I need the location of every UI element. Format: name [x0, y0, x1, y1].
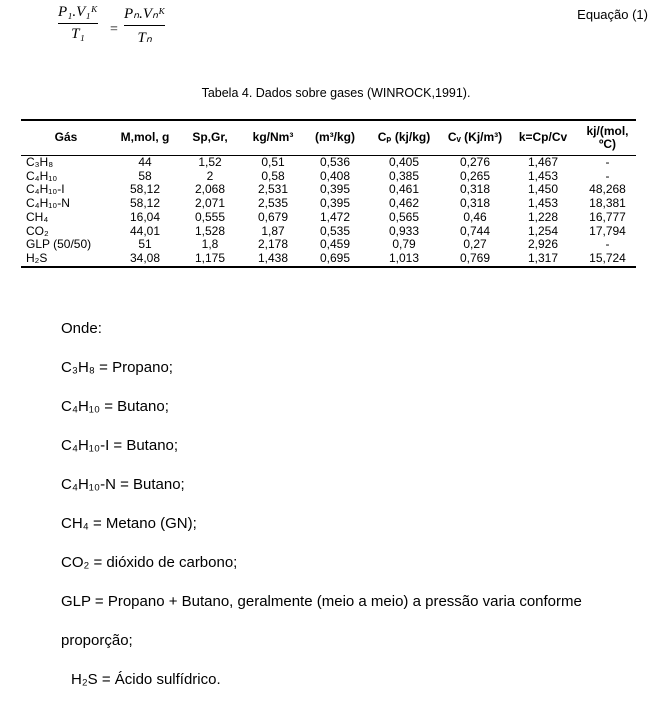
table-cell: 2,068: [194, 182, 226, 197]
table-cell: 2: [206, 168, 214, 183]
table-cell: 0,51: [261, 155, 285, 170]
table-cell: 44,01: [129, 223, 161, 238]
table-cell: 1,228: [527, 209, 559, 224]
table-row: [21, 183, 636, 197]
table-cell: CH₄: [26, 209, 49, 224]
table-cell: 1,453: [527, 168, 559, 183]
table-cell: 0,276: [459, 155, 491, 170]
table-cell: C₄H₁₀-N: [26, 196, 70, 211]
table-cell: 1,87: [261, 223, 285, 238]
table-cell: 0,27: [463, 237, 487, 252]
table-cell: 16,777: [589, 209, 626, 224]
table-cell: C₄H₁₀-I: [26, 182, 65, 197]
table-cell: 18,381: [589, 196, 626, 211]
table-body: [21, 156, 636, 267]
definition-item: H₂S = Ácido sulfídrico.: [71, 671, 221, 688]
table-header-row: [21, 120, 636, 156]
definition-item: C₄H₁₀-N = Butano;: [61, 476, 185, 493]
table-cell: C₃H₈: [26, 155, 54, 170]
right-fraction: [124, 4, 165, 47]
table-cell: 34,08: [111, 252, 179, 267]
table-cell: 1,453: [527, 196, 559, 211]
table-cell: 1,438: [241, 252, 305, 267]
table-cell: 1,254: [527, 223, 559, 238]
table-cell: 0,459: [319, 237, 351, 252]
table-cell: 1,175: [179, 252, 241, 267]
table-cell: 0,461: [388, 182, 420, 197]
table-row: [21, 252, 636, 267]
table-cell: 0,565: [388, 209, 420, 224]
table-cell: 0,536: [319, 155, 351, 170]
table-cell: 1,013: [365, 252, 443, 267]
definition-item: proporção;: [61, 632, 133, 649]
right-numerator: Pₙ.Vₙᴷ: [124, 6, 166, 22]
table-cell: GLP (50/50): [26, 237, 92, 252]
table-cell: 2,535: [257, 196, 289, 211]
left-denominator: T₁: [71, 26, 85, 42]
column-header: Cₚ (kj/kg): [365, 120, 443, 156]
table-row: [21, 211, 636, 225]
table-row: [21, 197, 636, 211]
table-row: [21, 224, 636, 238]
table-cell: 0,395: [319, 196, 351, 211]
table-cell: 0,318: [459, 196, 491, 211]
table-row: [21, 156, 636, 170]
table-cell: -: [605, 168, 610, 183]
table-cell: 0,58: [261, 168, 285, 183]
table-caption: Tabela 4. Dados sobre gases (WINROCK,1991).: [201, 86, 471, 100]
definition-item: C₄H₁₀ = Butano;: [61, 398, 169, 415]
table-cell: 1,52: [198, 155, 222, 170]
right-denominator: Tₙ: [137, 30, 152, 46]
table-cell: 0,555: [194, 209, 226, 224]
table-cell: 0,933: [388, 223, 420, 238]
column-header: kj/(mol, ºC): [579, 120, 636, 156]
definitions-title: Onde:: [61, 320, 102, 337]
table-cell: 0,408: [319, 168, 351, 183]
table-cell: 2,531: [257, 182, 289, 197]
table-cell: 1,8: [201, 237, 219, 252]
table-cell: 17,794: [589, 223, 626, 238]
table-cell: 1,317: [507, 252, 579, 267]
left-fraction: [58, 4, 98, 43]
table-cell: 0,405: [388, 155, 420, 170]
left-numerator: P₁.V₁ᴷ: [58, 4, 98, 20]
definition-item: CO₂ = dióxido de carbono;: [61, 554, 238, 571]
definition-item: C₄H₁₀-I = Butano;: [61, 437, 179, 454]
fraction-bar: [58, 23, 98, 24]
table-cell: H₂S: [21, 252, 111, 267]
table-cell: C₄H₁₀: [26, 168, 58, 183]
table-cell: 0,462: [388, 196, 420, 211]
column-header: kg/Nm³: [241, 120, 305, 156]
column-header: M,mol, g: [111, 120, 179, 156]
table-cell: 0,265: [459, 168, 491, 183]
column-header: Sp,Gr,: [179, 120, 241, 156]
table-cell: 2,178: [257, 237, 289, 252]
table-cell: 1,467: [527, 155, 559, 170]
table-cell: 16,04: [129, 209, 161, 224]
definition-item: CH₄ = Metano (GN);: [61, 515, 197, 532]
table-cell: 0,769: [443, 252, 507, 267]
equation-label: Equação (1): [577, 7, 648, 22]
table-cell: 0,395: [319, 182, 351, 197]
table-cell: -: [605, 155, 610, 170]
table-cell: 0,679: [257, 209, 289, 224]
table-cell: 0,695: [305, 252, 365, 267]
definition-item: C₃H₈ = Propano;: [61, 359, 173, 376]
table-row: [21, 238, 636, 252]
table-cell: 58: [138, 168, 152, 183]
column-header: Gás: [21, 120, 111, 156]
fraction-bar: [124, 25, 165, 26]
definition-item: GLP = Propano + Butano, geralmente (meio a meio) a pressão varia conforme: [61, 593, 582, 610]
table-cell: 0,385: [388, 168, 420, 183]
table-cell: 1,450: [527, 182, 559, 197]
table-cell: CO₂: [26, 223, 49, 238]
table-cell: 1,472: [319, 209, 351, 224]
equation-formula: [58, 4, 188, 60]
table-cell: 0,318: [459, 182, 491, 197]
table-cell: 15,724: [579, 252, 636, 267]
table-cell: 58,12: [129, 182, 161, 197]
table-cell: 51: [138, 237, 152, 252]
table-cell: 0,744: [459, 223, 491, 238]
gas-data-table: [21, 119, 636, 268]
table-cell: 0,79: [392, 237, 416, 252]
table-cell: 58,12: [129, 196, 161, 211]
table-row: [21, 170, 636, 184]
column-header: (m³/kg): [305, 120, 365, 156]
table-cell: 0,535: [319, 223, 351, 238]
table-cell: -: [605, 237, 610, 252]
table-cell: 0,46: [463, 209, 487, 224]
column-header: Cᵥ (Kj/m³): [443, 120, 507, 156]
table-cell: 44: [138, 155, 152, 170]
table-cell: 2,926: [527, 237, 559, 252]
column-header: k=Cp/Cv: [507, 120, 579, 156]
table-cell: 2,071: [194, 196, 226, 211]
equals-sign: =: [110, 22, 118, 37]
table-cell: 48,268: [589, 182, 626, 197]
table-cell: 1,528: [194, 223, 226, 238]
